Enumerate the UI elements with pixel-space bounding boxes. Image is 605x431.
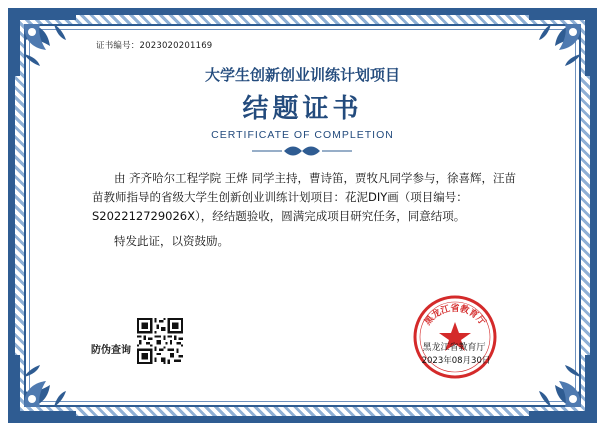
seal-text: 黑龙江省教育厅: [422, 304, 488, 328]
certificate-number-value: 2023020201169: [139, 41, 213, 51]
qr-code-icon[interactable]: [137, 318, 183, 364]
corner-ornament-bottom-left: [10, 351, 80, 421]
official-seal-icon: [410, 292, 500, 382]
body-paragraph-closing: 特发此证，以资鼓励。: [114, 234, 229, 248]
certificate-body: [92, 169, 524, 251]
main-title: 结题证书: [242, 94, 363, 124]
subtitle-ornament-icon: [252, 145, 352, 157]
program-title: 大学生创新创业训练计划项目: [204, 66, 400, 84]
issuer-name: 黑龙江省教育厅: [422, 343, 486, 353]
english-subtitle: CERTIFICATE OF COMPLETION: [211, 129, 394, 141]
issue-date: 2023年08月30日: [421, 356, 491, 366]
corner-ornament-bottom-right: [525, 351, 595, 421]
body-paragraph-main: 由 齐齐哈尔工程学院 王烨 同学主持，曹诗笛，贾牧凡同学参与，徐喜辉，汪苗苗教师指导的省级大学生创新创业训练计划项目：花泥DIY画（项目编号：S202212729026X），经结题验收，圆满完成项目研究任务，同意结项。: [92, 171, 516, 223]
verify-label: 防伪查询: [91, 345, 131, 356]
certificate-number-label: 证书编号：: [96, 41, 140, 51]
certificate-number: [96, 39, 212, 51]
